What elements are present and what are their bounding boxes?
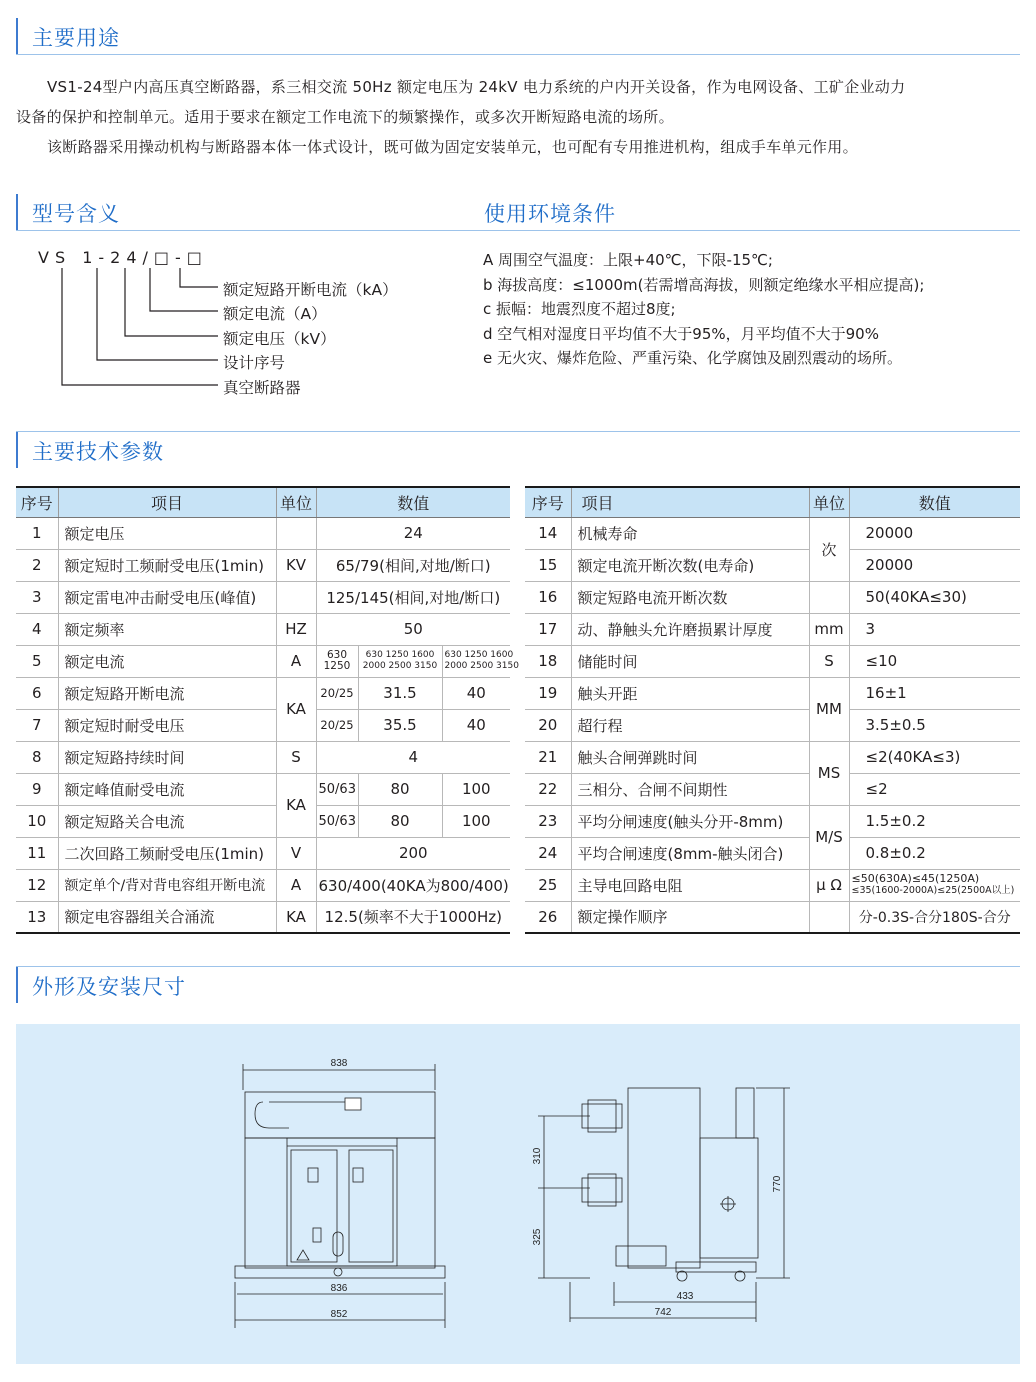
row-value: 16±1	[849, 677, 1020, 709]
dim-310: 310	[532, 1147, 543, 1165]
row-no: 11	[16, 837, 58, 869]
row-value-col3: 100	[442, 773, 510, 805]
row-no: 23	[525, 805, 571, 837]
table-row	[525, 773, 1020, 805]
env-heading: 使用环境条件	[484, 202, 616, 226]
row-no: 6	[16, 677, 58, 709]
divider	[16, 431, 1020, 432]
row-unit: S	[276, 741, 316, 773]
row-item: 超行程	[571, 709, 809, 741]
env-item: c 振幅：地震烈度不超过8度;	[483, 300, 676, 318]
table-row	[525, 517, 1020, 549]
row-item: 二次回路工频耐受电压(1min)	[58, 837, 276, 869]
dim-852: 852	[330, 1309, 348, 1320]
outline-heading: 外形及安装尺寸	[32, 975, 186, 999]
row-no: 20	[525, 709, 571, 741]
row-item: 额定单个/背对背电容组开断电流	[58, 869, 276, 901]
env-conditions	[483, 248, 924, 371]
row-value: ≤2(40KA≤3)	[849, 741, 1020, 773]
row-item: 平均合闸速度(8mm-触头闭合)	[571, 837, 809, 869]
row-value-col3: 40	[442, 677, 510, 709]
right-spec-table	[525, 486, 1020, 934]
row-item: 额定短路电流开断次数	[571, 581, 809, 613]
row-value-col2: 31.5	[358, 677, 442, 709]
env-item: A 周围空气温度：上限+40℃，下限-15℃;	[483, 251, 773, 269]
row-no: 21	[525, 741, 571, 773]
row-value: 20000	[849, 517, 1020, 549]
dim-433: 433	[676, 1291, 694, 1302]
table-row	[525, 901, 1020, 933]
dim-770: 770	[772, 1175, 783, 1193]
table-header-row	[525, 487, 1020, 517]
row-unit: A	[276, 869, 316, 901]
table-header-row	[16, 487, 510, 517]
table-row	[16, 837, 510, 869]
table-row	[16, 773, 510, 805]
model-code: VS 1-24/□-□	[38, 248, 208, 267]
row-item: 触头开距	[571, 677, 809, 709]
row-value: 3	[849, 613, 1020, 645]
table-row	[525, 677, 1020, 709]
row-value: ≤10	[849, 645, 1020, 677]
row-item: 额定短路持续时间	[58, 741, 276, 773]
row-item: 平均分闸速度(触头分开-8mm)	[571, 805, 809, 837]
header-value: 数值	[849, 487, 1020, 517]
model-label-design-no: 设计序号	[223, 354, 286, 372]
row-item: 额定短时工频耐受电压(1min)	[58, 549, 276, 581]
row-item: 动、静触头允许磨损累计厚度	[571, 613, 809, 645]
row-unit: 次	[809, 517, 849, 581]
row-no: 7	[16, 709, 58, 741]
row-unit: S	[809, 645, 849, 677]
header-item: 项目	[58, 487, 276, 517]
table-row	[16, 869, 510, 901]
row-unit: μ Ω	[809, 869, 849, 901]
row-no: 14	[525, 517, 571, 549]
row-value: 0.8±0.2	[849, 837, 1020, 869]
table-row	[16, 805, 510, 837]
dim-836: 836	[330, 1283, 348, 1294]
row-unit: V	[276, 837, 316, 869]
value-line: 1250	[323, 660, 351, 672]
table-row	[16, 581, 510, 613]
row-unit	[809, 581, 849, 613]
table-row	[16, 709, 510, 741]
table-row	[525, 709, 1020, 741]
row-no: 17	[525, 613, 571, 645]
table-row	[16, 645, 510, 677]
row-value: 3.5±0.5	[849, 709, 1020, 741]
row-unit: KA	[276, 773, 316, 837]
table-row	[525, 645, 1020, 677]
row-value-col3: 100	[442, 805, 510, 837]
row-value-col1: 50/63	[316, 805, 358, 837]
row-value: 50(40KA≤30)	[849, 581, 1020, 613]
table-row	[525, 741, 1020, 773]
row-value: 20000	[849, 549, 1020, 581]
row-no: 3	[16, 581, 58, 613]
divider	[16, 966, 1020, 967]
row-unit: KA	[276, 901, 316, 933]
row-item: 额定短路关合电流	[58, 805, 276, 837]
row-value: 50	[316, 613, 510, 645]
row-item: 储能时间	[571, 645, 809, 677]
row-value-col3	[442, 645, 519, 677]
row-no: 19	[525, 677, 571, 709]
table-row	[525, 581, 1020, 613]
left-spec-table	[16, 486, 519, 934]
row-unit	[276, 581, 316, 613]
header-unit: 单位	[809, 487, 849, 517]
row-value-col1: 50/63	[316, 773, 358, 805]
row-unit: KA	[276, 677, 316, 741]
row-no: 16	[525, 581, 571, 613]
value-line: ≤35(1600-2000A)≤25(2500A以上)	[851, 885, 1015, 896]
row-unit: A	[276, 645, 316, 677]
env-item: e 无火灾、爆炸危险、严重污染、化学腐蚀及剧烈震动的场所。	[483, 349, 902, 367]
env-item: b 海拔高度：≤1000m(若需增高海拔，则额定绝缘水平相应提高);	[483, 275, 925, 294]
row-value: 630/400(40KA为800/400)	[316, 869, 510, 901]
row-item: 额定电压	[58, 517, 276, 549]
table-row	[16, 677, 510, 709]
row-no: 22	[525, 773, 571, 805]
usage-line-1: VS1-24型户内高压真空断路器，系三相交流 50Hz 额定电压为 24kV 电力系统的户内开关设备，作为电网设备、工矿企业动力	[47, 78, 906, 96]
row-item: 额定电流开断次数(电寿命)	[571, 549, 809, 581]
row-no: 13	[16, 901, 58, 933]
row-no: 1	[16, 517, 58, 549]
row-no: 10	[16, 805, 58, 837]
row-value: 24	[316, 517, 510, 549]
value-line: 630 1250 1600	[365, 650, 435, 660]
value-line: 630 1250 1600	[444, 650, 514, 660]
dim-325: 325	[532, 1228, 543, 1246]
row-no: 25	[525, 869, 571, 901]
row-value-col1: 20/25	[316, 709, 358, 741]
row-value: 65/79(相间,对地/断口)	[316, 549, 510, 581]
row-unit: M/S	[809, 805, 849, 869]
row-item: 额定雷电冲击耐受电压(峰值)	[58, 581, 276, 613]
model-heading: 型号含义	[32, 202, 120, 226]
header-item: 项目	[571, 487, 809, 517]
row-value: 200	[316, 837, 510, 869]
row-no: 5	[16, 645, 58, 677]
row-value-col2	[358, 645, 442, 677]
row-item: 额定电容器组关合涌流	[58, 901, 276, 933]
row-unit: HZ	[276, 613, 316, 645]
model-label-rated-current: 额定电流（A）	[223, 305, 327, 323]
row-item: 机械寿命	[571, 517, 809, 549]
table-row	[525, 869, 1020, 901]
dim-838: 838	[330, 1058, 348, 1069]
row-value: 12.5(频率不大于1000Hz)	[316, 901, 510, 933]
row-value: 125/145(相间,对地/断口)	[316, 581, 510, 613]
table-row	[525, 837, 1020, 869]
front-view-drawing	[225, 1050, 455, 1340]
section-params-title	[16, 432, 164, 468]
row-item: 三相分、合闸不间期性	[571, 773, 809, 805]
row-no: 12	[16, 869, 58, 901]
row-value: 4	[316, 741, 510, 773]
table-row	[16, 741, 510, 773]
model-label-vcb: 真空断路器	[223, 379, 301, 397]
row-value	[849, 869, 1020, 901]
row-item: 主导电回路电阻	[571, 869, 809, 901]
row-value: 分-0.3S-合分180S-合分	[849, 901, 1020, 933]
header-unit: 单位	[276, 487, 316, 517]
row-unit: mm	[809, 613, 849, 645]
row-item: 额定操作顺序	[571, 901, 809, 933]
row-value-col1: 20/25	[316, 677, 358, 709]
value-line: 2000 2500 3150	[444, 661, 519, 671]
row-no: 26	[525, 901, 571, 933]
row-unit: MM	[809, 677, 849, 741]
row-no: 9	[16, 773, 58, 805]
table-row	[16, 517, 510, 549]
value-line: ≤50(630A)≤45(1250A)	[851, 872, 980, 885]
row-item: 额定峰值耐受电流	[58, 773, 276, 805]
row-unit	[276, 517, 316, 549]
section-outline-title	[16, 967, 186, 1003]
row-item: 触头合闸弹跳时间	[571, 741, 809, 773]
table-row	[16, 613, 510, 645]
header-value: 数值	[316, 487, 510, 517]
drawing-panel	[16, 1024, 1020, 1364]
table-row	[525, 805, 1020, 837]
header-no: 序号	[16, 487, 58, 517]
model-code-leader-lines	[0, 0, 240, 400]
row-unit: KV	[276, 549, 316, 581]
table-row	[16, 901, 510, 933]
row-unit	[809, 901, 849, 933]
usage-heading: 主要用途	[32, 26, 120, 50]
row-value-col3: 40	[442, 709, 510, 741]
row-item: 额定短路开断电流	[58, 677, 276, 709]
header-no: 序号	[525, 487, 571, 517]
model-label-rated-voltage: 额定电压（kV）	[223, 330, 336, 348]
row-item: 额定频率	[58, 613, 276, 645]
row-unit: MS	[809, 741, 849, 805]
usage-line-3: 该断路器采用操动机构与断路器本体一体式设计，既可做为固定安装单元，也可配有专用推进机构，组成手车单元作用。	[47, 138, 858, 156]
env-item: d 空气相对湿度日平均值不大于95%，月平均值不大于90%	[483, 324, 879, 343]
row-value: 1.5±0.2	[849, 805, 1020, 837]
row-value: ≤2	[849, 773, 1020, 805]
row-no: 8	[16, 741, 58, 773]
model-label-breaking-current: 额定短路开断电流（kA）	[223, 281, 398, 299]
row-no: 15	[525, 549, 571, 581]
row-value-col1	[316, 645, 358, 677]
side-view-drawing	[530, 1082, 810, 1322]
value-line: 2000 2500 3150	[362, 661, 438, 671]
dim-742: 742	[654, 1307, 672, 1318]
row-no: 24	[525, 837, 571, 869]
row-item: 额定电流	[58, 645, 276, 677]
row-no: 4	[16, 613, 58, 645]
row-item: 额定短时耐受电压	[58, 709, 276, 741]
row-no: 2	[16, 549, 58, 581]
params-heading: 主要技术参数	[32, 440, 164, 464]
row-value-col2: 35.5	[358, 709, 442, 741]
usage-line-2: 设备的保护和控制单元。适用于要求在额定工作电流下的频繁操作，或多次开断短路电流的场所。	[16, 108, 674, 126]
row-value-col2: 80	[358, 805, 442, 837]
row-no: 18	[525, 645, 571, 677]
table-row	[525, 613, 1020, 645]
row-value-col2: 80	[358, 773, 442, 805]
table-row	[525, 549, 1020, 581]
value-line: 630	[326, 649, 348, 661]
table-row	[16, 549, 510, 581]
